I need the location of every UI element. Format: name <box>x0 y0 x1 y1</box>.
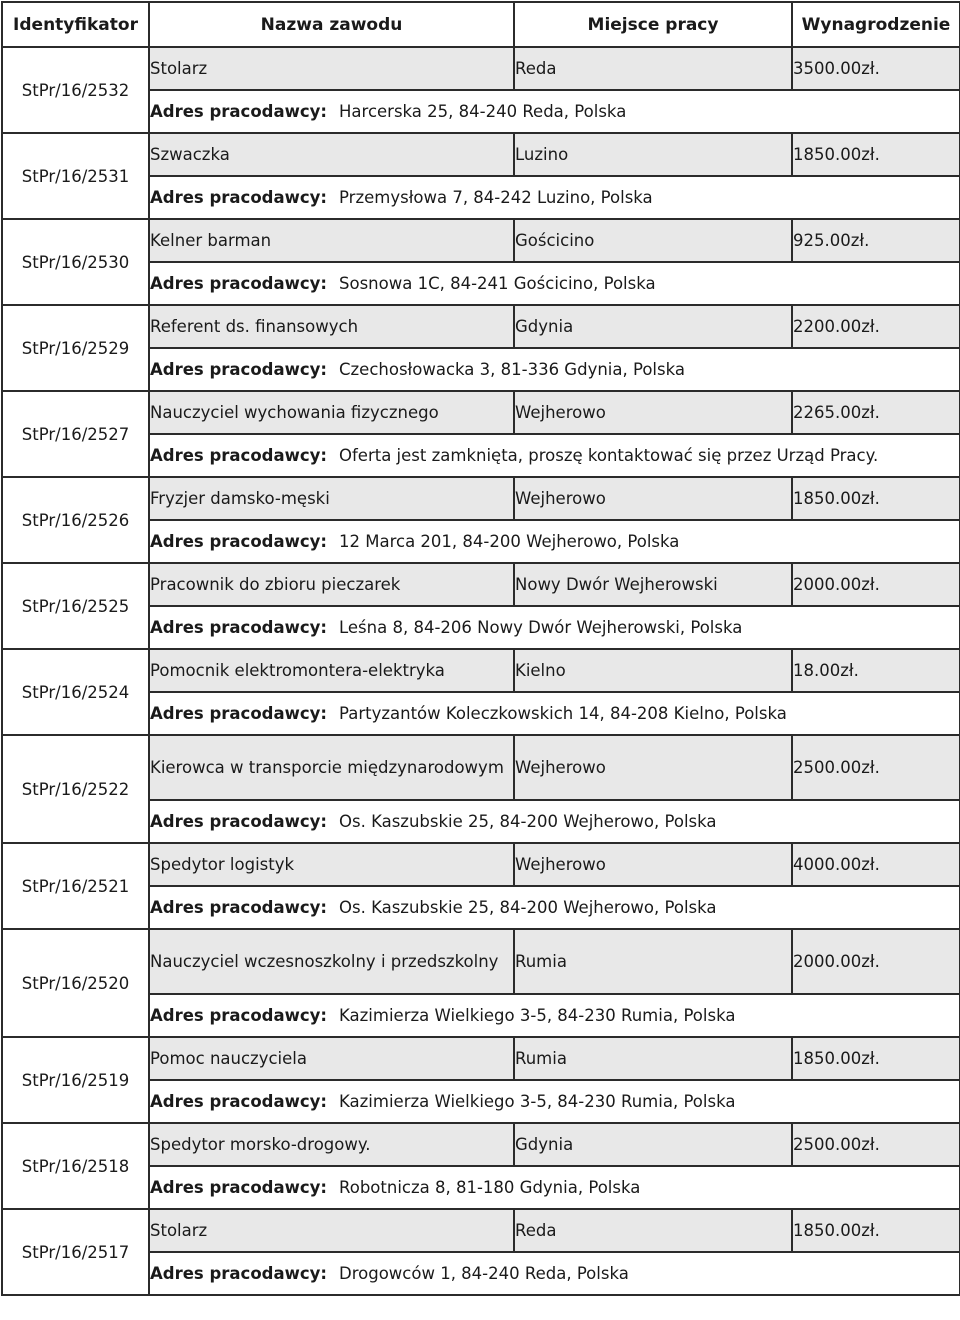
job-name-text: Stolarz <box>150 58 208 78</box>
job-name <box>149 305 514 348</box>
address-value: Os. Kaszubskie 25, 84-200 Wejherowo, Polska <box>339 898 717 917</box>
offer-id: StPr/16/2524 <box>2 649 149 735</box>
table-row <box>2 477 960 520</box>
work-place: Wejherowo <box>514 735 792 800</box>
offer-id: StPr/16/2529 <box>2 305 149 391</box>
job-name-text: Stolarz <box>150 1220 208 1240</box>
work-place: Gdynia <box>514 1123 792 1166</box>
address-label: Adres pracodawcy: <box>150 704 327 723</box>
job-offers-table <box>1 1 960 1296</box>
job-name-text: Pomocnik elektromontera-elektryka <box>150 660 445 680</box>
salary: 1850.00zł. <box>792 1209 960 1252</box>
job-name <box>149 47 514 90</box>
table-row <box>2 563 960 606</box>
table-row <box>2 649 960 692</box>
employer-address <box>149 1166 960 1209</box>
employer-address <box>149 520 960 563</box>
work-place: Reda <box>514 1209 792 1252</box>
salary: 2500.00zł. <box>792 1123 960 1166</box>
employer-address <box>149 994 960 1037</box>
table-row <box>2 219 960 262</box>
employer-address <box>149 606 960 649</box>
salary: 3500.00zł. <box>792 47 960 90</box>
table-row <box>2 843 960 886</box>
work-place: Wejherowo <box>514 843 792 886</box>
address-label: Adres pracodawcy: <box>150 360 327 379</box>
employer-address <box>149 1252 960 1295</box>
offer-id: StPr/16/2532 <box>2 47 149 133</box>
job-name <box>149 649 514 692</box>
work-place: Luzino <box>514 133 792 176</box>
job-name-text: Pracownik do zbioru pieczarek <box>150 574 401 594</box>
address-label: Adres pracodawcy: <box>150 812 327 831</box>
work-place: Rumia <box>514 929 792 994</box>
work-place: Wejherowo <box>514 477 792 520</box>
address-label: Adres pracodawcy: <box>150 1264 327 1283</box>
table-row <box>2 305 960 348</box>
table-row <box>2 133 960 176</box>
employer-address <box>149 262 960 305</box>
job-name-text: Nauczyciel wczesnoszkolny i przedszkolny <box>150 951 499 971</box>
offer-id: StPr/16/2531 <box>2 133 149 219</box>
job-name-text: Pomoc nauczyciela <box>150 1048 307 1068</box>
header-salary: Wynagrodzenie <box>792 2 960 47</box>
address-value: Drogowców 1, 84-240 Reda, Polska <box>339 1264 629 1283</box>
address-label: Adres pracodawcy: <box>150 532 327 551</box>
table-row <box>2 735 960 800</box>
table-row <box>2 1209 960 1252</box>
job-name-text: Referent ds. finansowych <box>150 316 359 336</box>
job-name-text: Kierowca w transporcie międzynarodowym <box>150 757 504 777</box>
address-value: Robotnicza 8, 81-180 Gdynia, Polska <box>339 1178 641 1197</box>
job-name-text: Nauczyciel wychowania fizycznego <box>150 402 439 422</box>
employer-address <box>149 348 960 391</box>
job-name <box>149 391 514 434</box>
address-label: Adres pracodawcy: <box>150 188 327 207</box>
work-place: Kielno <box>514 649 792 692</box>
address-label: Adres pracodawcy: <box>150 102 327 121</box>
job-name-text: Spedytor morsko-drogowy. <box>150 1134 371 1154</box>
address-value: Kazimierza Wielkiego 3-5, 84-230 Rumia, Polska <box>339 1006 736 1025</box>
work-place: Gdynia <box>514 305 792 348</box>
address-label: Adres pracodawcy: <box>150 274 327 293</box>
job-name <box>149 1037 514 1080</box>
job-name <box>149 219 514 262</box>
job-name-text: Kelner barman <box>150 230 272 250</box>
address-value: Partyzantów Koleczkowskich 14, 84-208 Kielno, Polska <box>339 704 787 723</box>
employer-address <box>149 434 960 477</box>
offer-id: StPr/16/2518 <box>2 1123 149 1209</box>
table-row <box>2 391 960 434</box>
address-value: Os. Kaszubskie 25, 84-200 Wejherowo, Polska <box>339 812 717 831</box>
address-label: Adres pracodawcy: <box>150 618 327 637</box>
salary: 2000.00zł. <box>792 929 960 994</box>
salary: 2000.00zł. <box>792 563 960 606</box>
address-label: Adres pracodawcy: <box>150 898 327 917</box>
address-label: Adres pracodawcy: <box>150 1006 327 1025</box>
salary: 2500.00zł. <box>792 735 960 800</box>
address-value: Leśna 8, 84-206 Nowy Dwór Wejherowski, Polska <box>339 618 743 637</box>
table-row <box>2 929 960 994</box>
offer-id: StPr/16/2530 <box>2 219 149 305</box>
work-place: Gościcino <box>514 219 792 262</box>
job-name <box>149 477 514 520</box>
salary: 1850.00zł. <box>792 1037 960 1080</box>
table-row <box>2 1037 960 1080</box>
job-name <box>149 843 514 886</box>
job-name-text: Spedytor logistyk <box>150 854 295 874</box>
work-place: Reda <box>514 47 792 90</box>
table-header-row <box>2 2 960 47</box>
offer-id: StPr/16/2517 <box>2 1209 149 1295</box>
offer-id: StPr/16/2526 <box>2 477 149 563</box>
employer-address <box>149 176 960 219</box>
job-name <box>149 929 514 994</box>
address-label: Adres pracodawcy: <box>150 446 327 465</box>
salary: 4000.00zł. <box>792 843 960 886</box>
address-value: Czechosłowacka 3, 81-336 Gdynia, Polska <box>339 360 685 379</box>
address-label: Adres pracodawcy: <box>150 1178 327 1197</box>
table-row <box>2 47 960 90</box>
offer-id: StPr/16/2520 <box>2 929 149 1037</box>
employer-address <box>149 692 960 735</box>
salary: 2200.00zł. <box>792 305 960 348</box>
employer-address <box>149 90 960 133</box>
address-label: Adres pracodawcy: <box>150 1092 327 1111</box>
address-value: 12 Marca 201, 84-200 Wejherowo, Polska <box>339 532 680 551</box>
header-job-name: Nazwa zawodu <box>149 2 514 47</box>
job-name <box>149 563 514 606</box>
job-name <box>149 1209 514 1252</box>
offer-id: StPr/16/2525 <box>2 563 149 649</box>
job-name-text: Fryzjer damsko-męski <box>150 488 330 508</box>
employer-address <box>149 1080 960 1123</box>
job-name <box>149 133 514 176</box>
salary: 1850.00zł. <box>792 133 960 176</box>
address-value: Kazimierza Wielkiego 3-5, 84-230 Rumia, Polska <box>339 1092 736 1111</box>
salary: 2265.00zł. <box>792 391 960 434</box>
job-name <box>149 1123 514 1166</box>
salary: 1850.00zł. <box>792 477 960 520</box>
header-id: Identyfikator <box>2 2 149 47</box>
employer-address <box>149 886 960 929</box>
address-value: Harcerska 25, 84-240 Reda, Polska <box>339 102 627 121</box>
work-place: Rumia <box>514 1037 792 1080</box>
offer-id: StPr/16/2519 <box>2 1037 149 1123</box>
job-name-text: Szwaczka <box>150 144 230 164</box>
work-place: Nowy Dwór Wejherowski <box>514 563 792 606</box>
work-place: Wejherowo <box>514 391 792 434</box>
offer-id: StPr/16/2527 <box>2 391 149 477</box>
address-value: Oferta jest zamknięta, proszę kontaktować się przez Urząd Pracy. <box>339 446 879 465</box>
header-work-place: Miejsce pracy <box>514 2 792 47</box>
address-value: Sosnowa 1C, 84-241 Gościcino, Polska <box>339 274 656 293</box>
address-value: Przemysłowa 7, 84-242 Luzino, Polska <box>339 188 653 207</box>
offer-id: StPr/16/2522 <box>2 735 149 843</box>
table-row <box>2 1123 960 1166</box>
employer-address <box>149 800 960 843</box>
salary: 925.00zł. <box>792 219 960 262</box>
offer-id: StPr/16/2521 <box>2 843 149 929</box>
job-name <box>149 735 514 800</box>
table-body <box>2 47 960 1295</box>
salary: 18.00zł. <box>792 649 960 692</box>
